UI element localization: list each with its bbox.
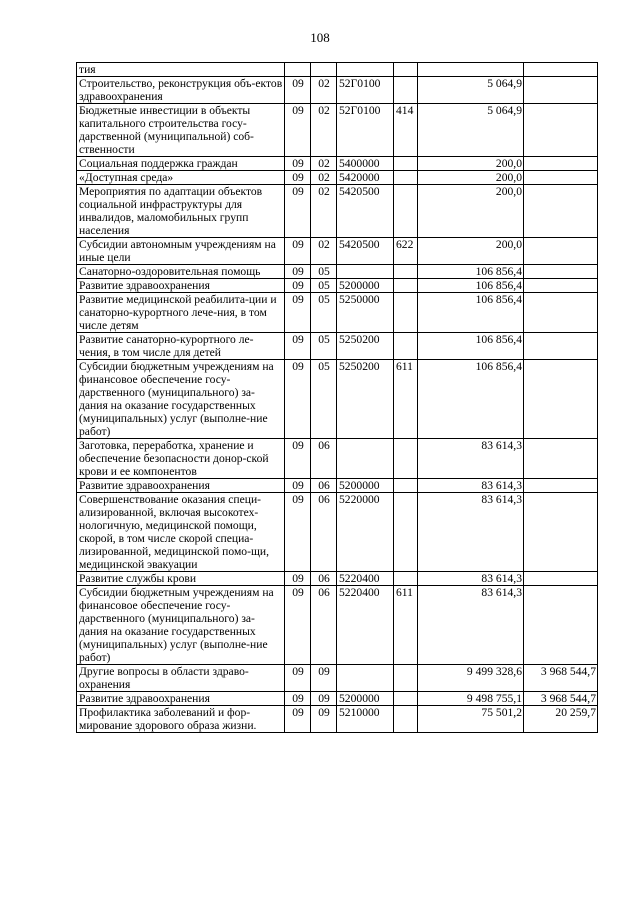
row-amount2-cell xyxy=(524,171,598,185)
row-name-cell: Бюджетные инвестиции в объекты капитального строительства госу-дарственной (муниципальной) соб-ственности xyxy=(77,104,285,157)
row-target-article-cell xyxy=(337,63,394,77)
row-amount-cell: 83 614,3 xyxy=(418,493,524,572)
row-subsection-cell: 05 xyxy=(311,360,337,439)
row-section-cell: 09 xyxy=(285,185,311,238)
table-row xyxy=(77,238,598,265)
row-amount2-cell xyxy=(524,293,598,333)
table-row xyxy=(77,572,598,586)
row-subsection-cell: 02 xyxy=(311,171,337,185)
row-section-cell: 09 xyxy=(285,279,311,293)
row-amount-cell: 106 856,4 xyxy=(418,333,524,360)
table-row xyxy=(77,279,598,293)
row-subsection-cell xyxy=(311,63,337,77)
row-section-cell: 09 xyxy=(285,238,311,265)
row-target-article-cell: 5200000 xyxy=(337,479,394,493)
row-name-cell: Развитие здравоохранения xyxy=(77,479,285,493)
row-expense-type-cell xyxy=(394,572,418,586)
row-name-cell: Развитие санаторно-курортного ле-чения, в том числе для детей xyxy=(77,333,285,360)
table-row xyxy=(77,493,598,572)
row-subsection-cell: 02 xyxy=(311,104,337,157)
row-target-article-cell: 5250000 xyxy=(337,293,394,333)
row-amount-cell: 83 614,3 xyxy=(418,572,524,586)
row-amount-cell: 106 856,4 xyxy=(418,293,524,333)
row-expense-type-cell xyxy=(394,171,418,185)
row-subsection-cell: 09 xyxy=(311,692,337,706)
row-amount-cell: 9 499 328,6 xyxy=(418,665,524,692)
row-name-cell: Строительство, реконструкция объ-ектов здравоохранения xyxy=(77,77,285,104)
row-section-cell: 09 xyxy=(285,77,311,104)
page-number: 108 xyxy=(310,30,330,45)
row-name-cell: Санаторно-оздоровительная помощь xyxy=(77,265,285,279)
row-section-cell: 09 xyxy=(285,293,311,333)
row-amount2-cell xyxy=(524,63,598,77)
row-amount2-cell xyxy=(524,279,598,293)
row-section-cell: 09 xyxy=(285,706,311,733)
row-target-article-cell: 5250200 xyxy=(337,360,394,439)
table-row xyxy=(77,586,598,665)
row-expense-type-cell xyxy=(394,77,418,104)
row-section-cell: 09 xyxy=(285,157,311,171)
row-amount-cell: 9 498 755,1 xyxy=(418,692,524,706)
table-row xyxy=(77,185,598,238)
row-amount-cell: 200,0 xyxy=(418,238,524,265)
row-amount2-cell xyxy=(524,104,598,157)
row-expense-type-cell xyxy=(394,479,418,493)
row-subsection-cell: 09 xyxy=(311,706,337,733)
table-row xyxy=(77,333,598,360)
row-name-cell: Мероприятия по адаптации объектов социальной инфраструктуры для инвалидов, маломобильных групп населения xyxy=(77,185,285,238)
row-section-cell: 09 xyxy=(285,104,311,157)
row-amount2-cell xyxy=(524,157,598,171)
row-section-cell: 09 xyxy=(285,692,311,706)
table-row xyxy=(77,706,598,733)
budget-table xyxy=(76,62,598,733)
row-expense-type-cell: 414 xyxy=(394,104,418,157)
row-expense-type-cell xyxy=(394,493,418,572)
row-subsection-cell: 02 xyxy=(311,157,337,171)
row-name-cell: Развитие здравоохранения xyxy=(77,279,285,293)
row-target-article-cell: 52Г0100 xyxy=(337,104,394,157)
row-target-article-cell: 5400000 xyxy=(337,157,394,171)
row-target-article-cell: 5250200 xyxy=(337,333,394,360)
row-expense-type-cell xyxy=(394,665,418,692)
table-row xyxy=(77,692,598,706)
row-target-article-cell: 5420000 xyxy=(337,171,394,185)
row-target-article-cell: 5210000 xyxy=(337,706,394,733)
row-target-article-cell xyxy=(337,265,394,279)
row-name-cell: «Доступная среда» xyxy=(77,171,285,185)
row-target-article-cell: 5420500 xyxy=(337,185,394,238)
row-amount-cell xyxy=(418,63,524,77)
row-subsection-cell: 05 xyxy=(311,333,337,360)
row-expense-type-cell: 611 xyxy=(394,586,418,665)
row-amount-cell: 200,0 xyxy=(418,157,524,171)
row-section-cell: 09 xyxy=(285,665,311,692)
row-subsection-cell: 02 xyxy=(311,77,337,104)
row-expense-type-cell xyxy=(394,279,418,293)
row-section-cell: 09 xyxy=(285,439,311,479)
row-amount-cell: 75 501,2 xyxy=(418,706,524,733)
row-section-cell: 09 xyxy=(285,360,311,439)
table-row xyxy=(77,265,598,279)
row-amount2-cell: 20 259,7 xyxy=(524,706,598,733)
row-target-article-cell: 5220400 xyxy=(337,586,394,665)
row-target-article-cell xyxy=(337,665,394,692)
budget-table-body xyxy=(77,63,598,733)
row-expense-type-cell xyxy=(394,185,418,238)
table-row xyxy=(77,104,598,157)
row-amount2-cell xyxy=(524,572,598,586)
row-amount-cell: 106 856,4 xyxy=(418,360,524,439)
table-row xyxy=(77,439,598,479)
row-name-cell: Совершенствование оказания специ-ализированной, включая высокотех-нологичную, медицинской помощи, скорой, в том числе скорой специа-лизированной, медицинской помо-щи, медицинской эвакуации xyxy=(77,493,285,572)
row-expense-type-cell xyxy=(394,706,418,733)
row-section-cell: 09 xyxy=(285,333,311,360)
row-expense-type-cell xyxy=(394,333,418,360)
row-expense-type-cell xyxy=(394,439,418,479)
row-name-cell: Другие вопросы в области здраво-охранения xyxy=(77,665,285,692)
row-amount2-cell: 3 968 544,7 xyxy=(524,665,598,692)
row-target-article-cell: 5220400 xyxy=(337,572,394,586)
row-subsection-cell: 02 xyxy=(311,238,337,265)
row-name-cell: тия xyxy=(77,63,285,77)
row-name-cell: Социальная поддержка граждан xyxy=(77,157,285,171)
row-name-cell: Развитие медицинской реабилита-ции и санаторно-курортного лече-ния, в том числе детям xyxy=(77,293,285,333)
row-amount2-cell xyxy=(524,360,598,439)
row-target-article-cell: 5200000 xyxy=(337,279,394,293)
row-expense-type-cell: 622 xyxy=(394,238,418,265)
row-section-cell: 09 xyxy=(285,586,311,665)
row-name-cell: Субсидии автономным учреждениям на иные цели xyxy=(77,238,285,265)
row-amount-cell: 83 614,3 xyxy=(418,479,524,493)
row-section-cell: 09 xyxy=(285,479,311,493)
row-section-cell xyxy=(285,63,311,77)
row-amount-cell: 5 064,9 xyxy=(418,77,524,104)
row-section-cell: 09 xyxy=(285,572,311,586)
row-expense-type-cell xyxy=(394,265,418,279)
row-amount-cell: 106 856,4 xyxy=(418,265,524,279)
row-amount2-cell xyxy=(524,479,598,493)
row-subsection-cell: 05 xyxy=(311,265,337,279)
row-amount-cell: 200,0 xyxy=(418,185,524,238)
row-amount-cell: 83 614,3 xyxy=(418,586,524,665)
row-subsection-cell: 06 xyxy=(311,439,337,479)
row-subsection-cell: 06 xyxy=(311,479,337,493)
row-amount2-cell xyxy=(524,493,598,572)
row-subsection-cell: 02 xyxy=(311,185,337,238)
row-name-cell: Развитие здравоохранения xyxy=(77,692,285,706)
row-section-cell: 09 xyxy=(285,265,311,279)
row-name-cell: Профилактика заболеваний и фор-мирование здорового образа жизни. xyxy=(77,706,285,733)
row-target-article-cell: 52Г0100 xyxy=(337,77,394,104)
table-row xyxy=(77,77,598,104)
row-subsection-cell: 05 xyxy=(311,279,337,293)
row-expense-type-cell xyxy=(394,157,418,171)
row-name-cell: Развитие службы крови xyxy=(77,572,285,586)
row-target-article-cell: 5220000 xyxy=(337,493,394,572)
table-row xyxy=(77,360,598,439)
table-row xyxy=(77,479,598,493)
row-amount-cell: 106 856,4 xyxy=(418,279,524,293)
row-amount2-cell xyxy=(524,586,598,665)
row-amount2-cell xyxy=(524,265,598,279)
row-amount-cell: 5 064,9 xyxy=(418,104,524,157)
row-subsection-cell: 05 xyxy=(311,293,337,333)
row-subsection-cell: 09 xyxy=(311,665,337,692)
row-amount2-cell xyxy=(524,238,598,265)
row-name-cell: Субсидии бюджетным учреждениям на финансовое обеспечение госу-дарственного (муниципального) за-дания на оказание государственных (муниципальных) услуг (выполне-ние работ) xyxy=(77,586,285,665)
row-amount2-cell xyxy=(524,439,598,479)
row-target-article-cell xyxy=(337,439,394,479)
row-target-article-cell: 5200000 xyxy=(337,692,394,706)
row-amount2-cell: 3 968 544,7 xyxy=(524,692,598,706)
row-amount-cell: 83 614,3 xyxy=(418,439,524,479)
table-row xyxy=(77,665,598,692)
table-row xyxy=(77,293,598,333)
table-row xyxy=(77,63,598,77)
row-section-cell: 09 xyxy=(285,493,311,572)
row-section-cell: 09 xyxy=(285,171,311,185)
row-expense-type-cell xyxy=(394,692,418,706)
row-expense-type-cell xyxy=(394,293,418,333)
row-subsection-cell: 06 xyxy=(311,572,337,586)
row-amount2-cell xyxy=(524,185,598,238)
row-subsection-cell: 06 xyxy=(311,586,337,665)
table-row xyxy=(77,171,598,185)
row-expense-type-cell xyxy=(394,63,418,77)
row-name-cell: Заготовка, переработка, хранение и обеспечение безопасности донор-ской крови и ее компонентов xyxy=(77,439,285,479)
row-target-article-cell: 5420500 xyxy=(337,238,394,265)
row-amount2-cell xyxy=(524,333,598,360)
row-amount-cell: 200,0 xyxy=(418,171,524,185)
row-expense-type-cell: 611 xyxy=(394,360,418,439)
row-amount2-cell xyxy=(524,77,598,104)
row-name-cell: Субсидии бюджетным учреждениям на финансовое обеспечение госу-дарственного (муниципального) за-дания на оказание государственных (муниципальных) услуг (выполне-ние работ) xyxy=(77,360,285,439)
row-subsection-cell: 06 xyxy=(311,493,337,572)
table-row xyxy=(77,157,598,171)
